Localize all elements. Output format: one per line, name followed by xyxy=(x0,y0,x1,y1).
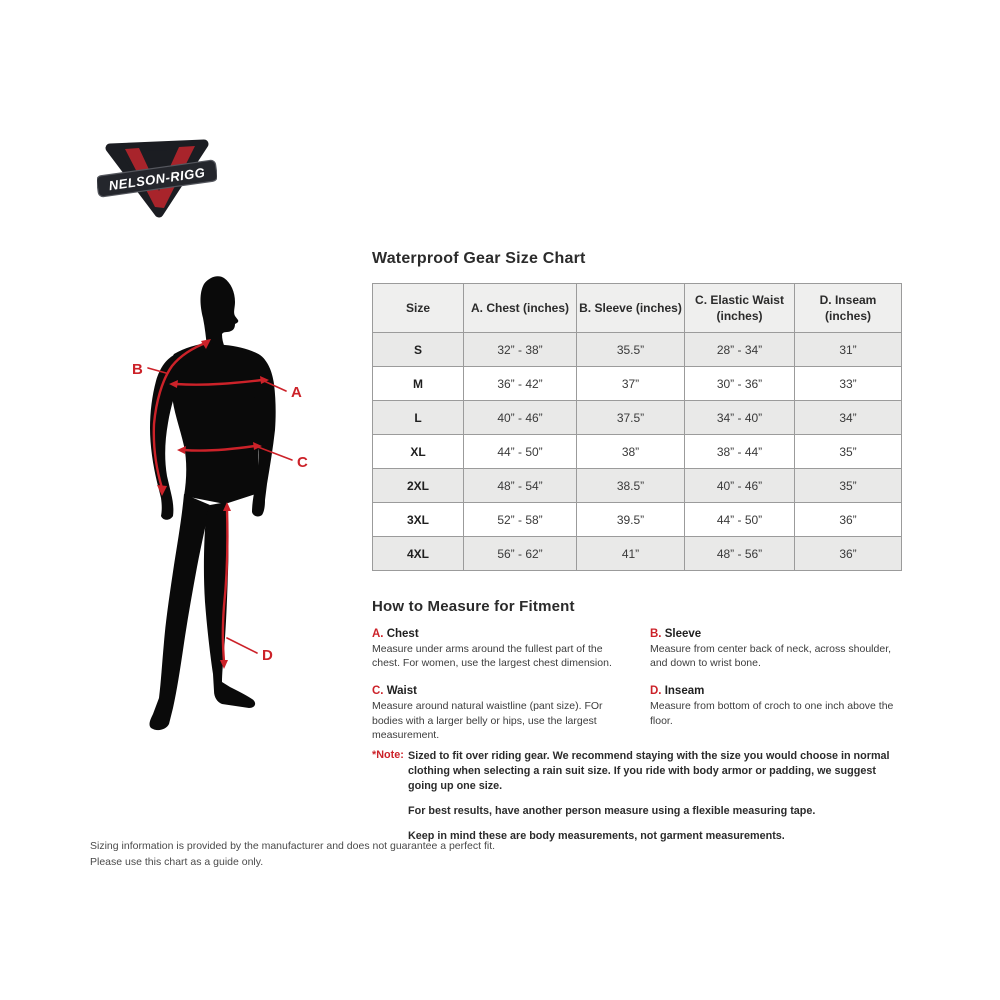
label-c: C xyxy=(297,454,308,471)
chest-cell: 48” - 54” xyxy=(464,469,577,503)
waist-cell: 34” - 40” xyxy=(685,401,795,435)
size-cell: L xyxy=(373,401,464,435)
note-paragraph: Keep in mind these are body measurements, not garment measurements. xyxy=(408,830,785,843)
column-header: D. Inseam (inches) xyxy=(795,284,902,333)
chest-cell: 32” - 38” xyxy=(464,333,577,367)
sleeve-cell: 41” xyxy=(577,537,685,571)
measure-description: Measure around natural waistline (pant size). FOr bodies with a larger belly or hips, use the largest measurement. xyxy=(372,700,603,741)
table-row xyxy=(373,469,902,503)
sleeve-cell: 37.5” xyxy=(577,401,685,435)
label-d: D xyxy=(262,647,273,664)
table-row xyxy=(373,367,902,401)
chest-cell: 44” - 50” xyxy=(464,435,577,469)
measure-item-heading xyxy=(372,685,650,697)
waist-arrow-left-icon xyxy=(177,446,186,454)
sleeve-cell: 39.5” xyxy=(577,503,685,537)
measure-name: Waist xyxy=(386,685,417,698)
size-cell: 3XL xyxy=(373,503,464,537)
waist-cell: 44” - 50” xyxy=(685,503,795,537)
table-row xyxy=(373,333,902,367)
label-a: A xyxy=(291,384,302,401)
size-table-header-row xyxy=(373,284,902,333)
measure-description: Measure from center back of neck, across shoulder, and down to wrist bone. xyxy=(650,643,892,670)
logo-brand-text: NELSON-RIGG xyxy=(107,164,207,194)
waist-cell: 38” - 44” xyxy=(685,435,795,469)
inseam-cell: 31” xyxy=(795,333,902,367)
waist-cell: 40” - 46” xyxy=(685,469,795,503)
measure-item-inseam xyxy=(650,685,904,742)
size-cell: M xyxy=(373,367,464,401)
size-cell: XL xyxy=(373,435,464,469)
column-header: A. Chest (inches) xyxy=(464,284,577,333)
size-chart-title: Waterproof Gear Size Chart xyxy=(372,250,586,267)
measure-grid xyxy=(372,628,904,742)
inseam-cell: 34” xyxy=(795,401,902,435)
measure-description: Measure under arms around the fullest part of the chest. For women, use the largest chest dimension. xyxy=(372,643,612,670)
chest-cell: 36” - 42” xyxy=(464,367,577,401)
measure-letter: A. xyxy=(372,628,384,640)
body-silhouette-icon xyxy=(150,276,276,730)
sleeve-cell: 38.5” xyxy=(577,469,685,503)
measure-letter: B. xyxy=(650,628,662,640)
how-to-measure-section xyxy=(372,598,904,742)
measure-name: Inseam xyxy=(664,685,705,698)
chest-cell: 56” - 62” xyxy=(464,537,577,571)
size-table xyxy=(372,283,902,571)
inseam-cell: 35” xyxy=(795,435,902,469)
size-cell: 4XL xyxy=(373,537,464,571)
chest-cell: 52” - 58” xyxy=(464,503,577,537)
column-header: B. Sleeve (inches) xyxy=(577,284,685,333)
disclaimer-line-1: Sizing information is provided by the manufacturer and does not guarantee a perfect fit. xyxy=(90,840,496,852)
measure-name: Sleeve xyxy=(664,628,702,640)
how-to-measure-title: How to Measure for Fitment xyxy=(372,598,575,615)
measure-item-heading xyxy=(372,628,650,640)
measure-item-waist xyxy=(372,685,650,742)
measure-item-chest xyxy=(372,628,650,670)
inseam-cell: 36” xyxy=(795,503,902,537)
note-paragraph: Sized to fit over riding gear. We recommend staying with the size you would choose in normal clothing when selecting a rain suit size. If you ride with body armor or padding, we suggest going up one size. xyxy=(408,750,890,793)
waist-cell: 48” - 56” xyxy=(685,537,795,571)
note-paragraph: For best results, have another person measure using a flexible measuring tape. xyxy=(408,805,816,818)
size-table-body xyxy=(373,333,902,571)
measure-letter: C. xyxy=(372,685,384,698)
label-b: B xyxy=(132,361,143,378)
table-row xyxy=(373,435,902,469)
table-row xyxy=(373,503,902,537)
measure-item-sleeve xyxy=(650,628,904,670)
waist-cell: 28” - 34” xyxy=(685,333,795,367)
measure-description: Measure from bottom of croch to one inch above the floor. xyxy=(650,700,894,727)
nelson-rigg-logo xyxy=(97,133,217,223)
column-header: Size xyxy=(373,284,464,333)
column-header: C. Elastic Waist (inches) xyxy=(685,284,795,333)
size-cell: S xyxy=(373,333,464,367)
inseam-cell: 35” xyxy=(795,469,902,503)
note-label: *Note: xyxy=(372,749,404,761)
table-row xyxy=(373,401,902,435)
measure-letter: D. xyxy=(650,685,662,698)
measure-item-heading xyxy=(650,685,904,697)
table-row xyxy=(373,537,902,571)
measurement-figure xyxy=(110,250,350,750)
chest-cell: 40” - 46” xyxy=(464,401,577,435)
sleeve-cell: 37” xyxy=(577,367,685,401)
inseam-cell: 33” xyxy=(795,367,902,401)
disclaimer xyxy=(90,838,495,871)
sleeve-cell: 35.5” xyxy=(577,333,685,367)
inseam-cell: 36” xyxy=(795,537,902,571)
sleeve-cell: 38” xyxy=(577,435,685,469)
measure-item-heading xyxy=(650,628,904,640)
size-cell: 2XL xyxy=(373,469,464,503)
disclaimer-line-2: Please use this chart as a guide only. xyxy=(90,856,264,869)
measure-name: Chest xyxy=(386,628,419,640)
pointer-line-d xyxy=(227,638,257,653)
waist-cell: 30” - 36” xyxy=(685,367,795,401)
